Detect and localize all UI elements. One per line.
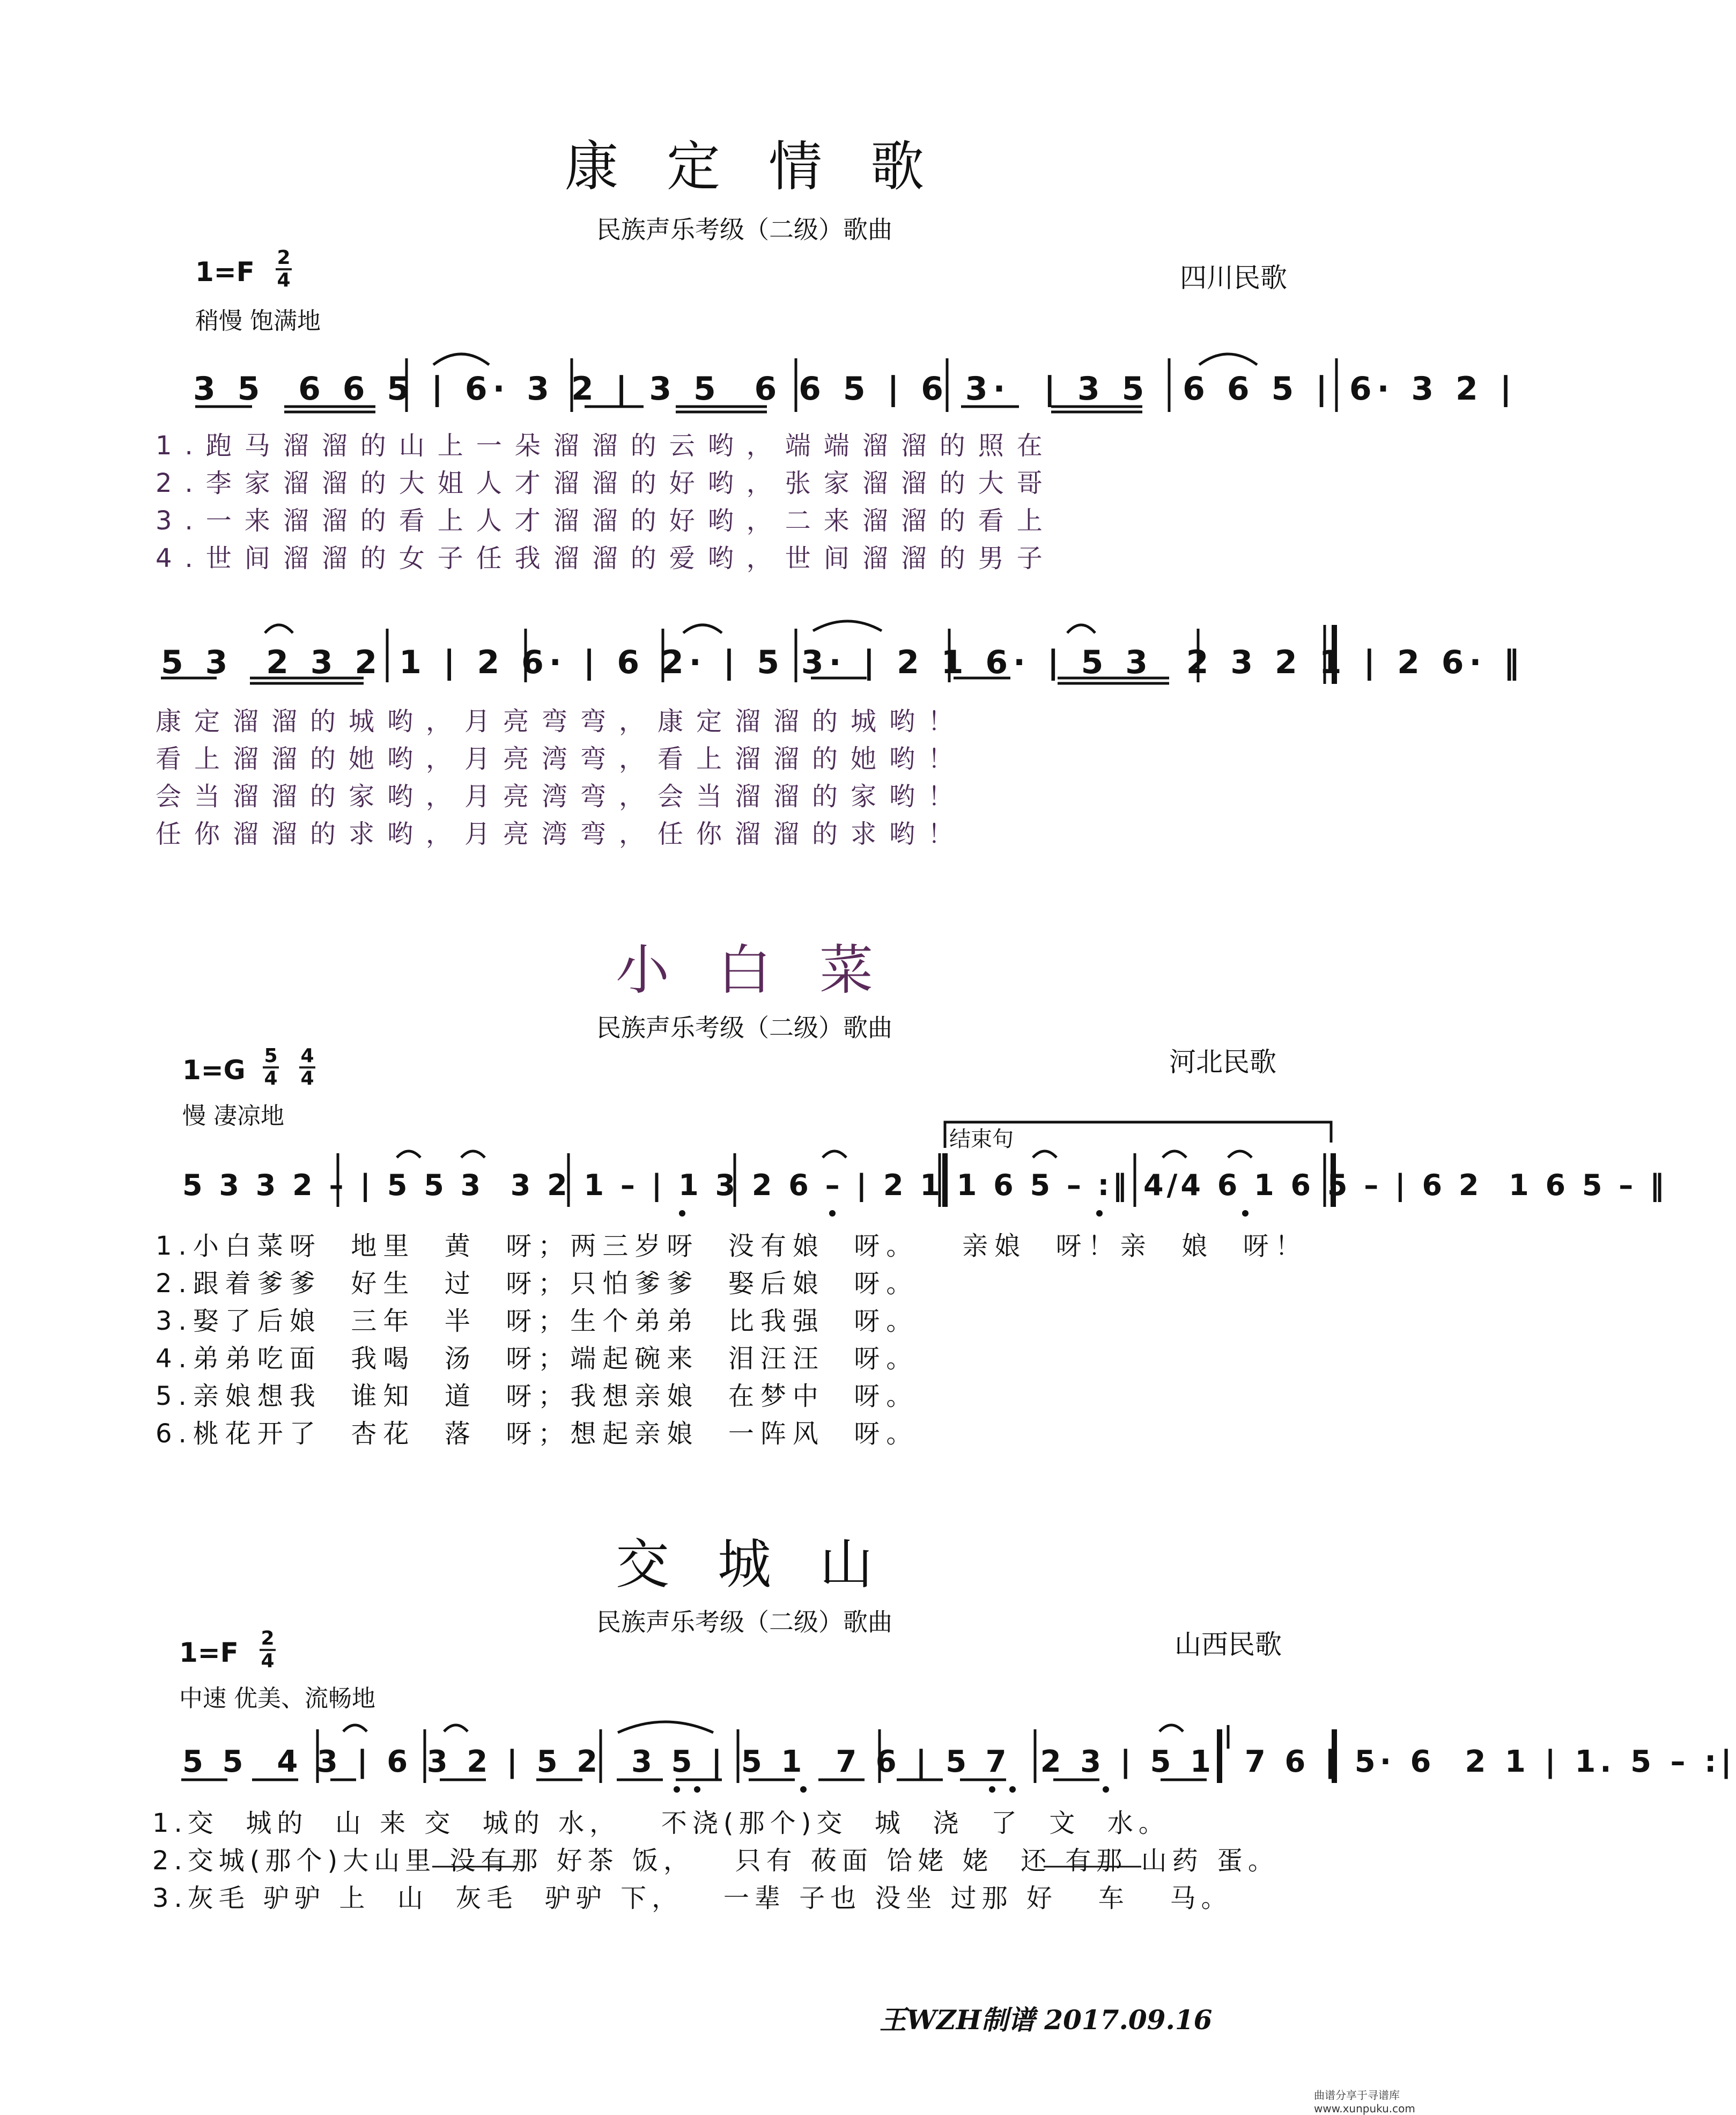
key-signature: 1=G [182,1055,246,1086]
watermark: 曲谱分享于寻谱库 www.xunpuku.com [1314,2089,1415,2115]
lyric-verse: 2.交城(那个)大山里 没有那 好茶 饭， 只有 莜面 饸姥 姥 还 有那 山药 蛋。 [152,1846,1279,1876]
lyric-verse: 6.桃花开了 杏花 落 呀；想起亲娘 一阵风 呀。 [156,1419,919,1449]
key-signature: 1=F [195,256,255,288]
song-subtitle: 民族声乐考级（二级）歌曲 [596,1608,892,1637]
time-sig-top: 4 [300,1045,314,1067]
bracket-label: 结束句 [949,1127,1014,1152]
notation-line: 5 3 2 3 2 1 | 2 6· | 6 2· | 5 3· | 2 1 6· | 5 3 2 3 2 1 | 2 6· ‖ [161,644,1525,681]
song-subtitle: 民族声乐考级（二级）歌曲 [596,215,892,244]
lyric-verse: 3.灰毛 驴驴 上 山 灰毛 驴驴 下， 一辈 子也 没坐 过那 好 车 马。 [152,1883,1232,1913]
song-title: 康定情歌 [565,135,972,198]
time-sig-bottom: 4 [261,1650,275,1672]
time-sig-bottom: 4 [300,1067,314,1089]
engraver-credit: 王WZH制谱 2017.09.16 [880,2004,1213,2036]
lyric-verse: 会当溜溜的家哟，月亮湾弯，会当溜溜的家哟！ [156,782,967,812]
tempo-marking: 慢 凄凉地 [182,1102,284,1130]
lyric-verse: 4.弟弟吃面 我喝 汤 呀；端起碗来 泪汪汪 呀。 [156,1344,919,1374]
lyric-verse: 3.一来溜溜的看上人才溜溜的好哟，二来溜溜的看上 [156,506,1055,536]
lyric-verse: 3.娶了后娘 三年 半 呀；生个弟弟 比我强 呀。 [156,1306,919,1336]
lyric-verse: 2.跟着爹爹 好生 过 呀；只怕爹爹 娶后娘 呀。 [156,1269,919,1299]
notation-line: 3 5 6 6 5 | 6· 3 2 | 3 5 6 6 5 | 6 3· | 3 5 6 6 5 | 6· 3 2 | [193,370,1517,408]
lyric-verse: 看上溜溜的她哟，月亮湾弯，看上溜溜的她哟！ [156,744,967,774]
key-signature: 1=F [179,1637,239,1668]
lyric-verse: 1.小白菜呀 地里 黄 呀；两三岁呀 没有娘 呀。 亲娘 呀！亲 娘 呀！ [156,1231,1307,1261]
time-sig-top: 5 [264,1045,278,1067]
lyric-verse: 4.世间溜溜的女子任我溜溜的爱哟，世间溜溜的男子 [156,543,1055,573]
lyric-verse: 5.亲娘想我 谁知 道 呀；我想亲娘 在梦中 呀。 [156,1381,919,1411]
song-origin: 河北民歌 [1169,1047,1276,1078]
time-sig-top: 2 [261,1627,275,1649]
song-subtitle: 民族声乐考级（二级）歌曲 [596,1013,892,1042]
tempo-marking: 稍慢 饱满地 [195,307,321,335]
time-sig-top: 2 [277,247,291,269]
lyric-verse: 任你溜溜的求哟，月亮湾弯，任你溜溜的求哟！ [156,819,967,849]
song-title: 交城山 [616,1533,921,1596]
song-origin: 四川民歌 [1180,262,1287,293]
notation-line: 5 3 3 2 – | 5 5 3 3 2 1 – | 1 3 2 6 – | 2 1 1 6 5 – :‖ 4/4 6 1 6 5 – | 6 2 1 6 5 – ‖ [182,1168,1667,1202]
song-origin: 山西民歌 [1174,1629,1282,1660]
lyric-verse: 1.交 城的 山 来 交 城的 水， 不浇(那个)交 城 浇 了 文 水。 [152,1808,1170,1838]
time-sig-bottom: 4 [264,1067,278,1089]
tempo-marking: 中速 优美、流畅地 [179,1685,375,1712]
lyric-verse: 康定溜溜的城哟，月亮弯弯，康定溜溜的城哟！ [156,706,967,736]
time-sig-bottom: 4 [277,269,291,291]
lyric-verse: 1.跑马溜溜的山上一朵溜溜的云哟，端端溜溜的照在 [156,431,1055,461]
lyric-verse: 2.李家溜溜的大姐人才溜溜的好哟，张家溜溜的大哥 [156,468,1055,498]
notation-line: 5 5 4 3 | 6 3 2 | 5 2 3 5 | 5 1 7 6 | 5 7 2 3 | 5 1 7 6 | 5· 6 2 1 | 1. 5 – :| [182,1744,1736,1779]
song-title: 小白菜 [616,939,921,1001]
